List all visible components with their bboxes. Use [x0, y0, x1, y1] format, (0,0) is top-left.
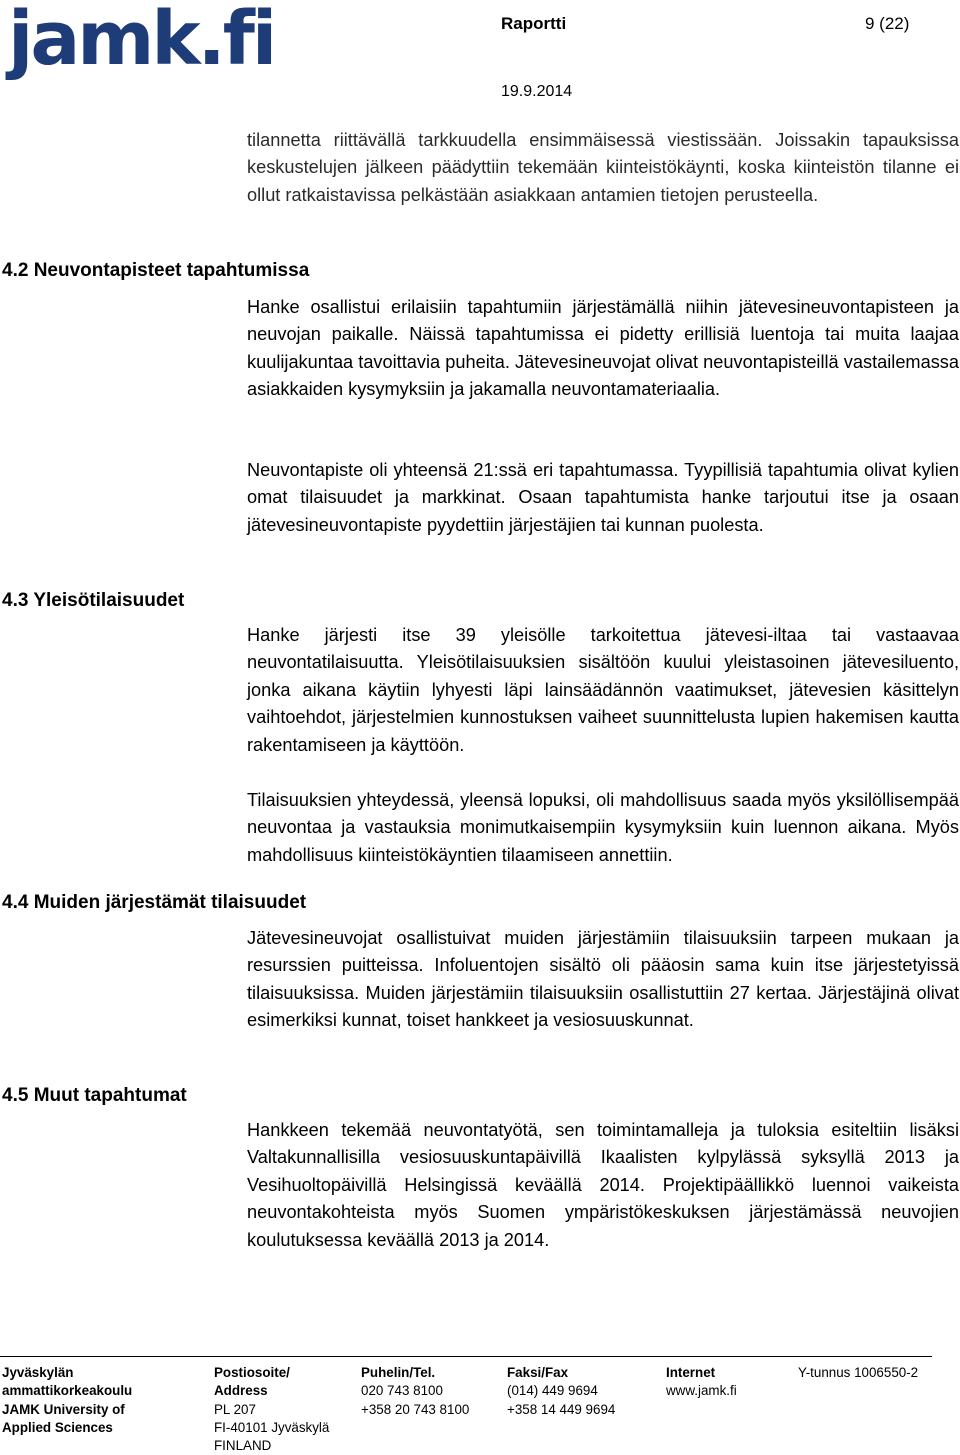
footer-phone-label: Puhelin/Tel. [361, 1365, 436, 1380]
footer-phone-number: +358 20 743 8100 [361, 1401, 470, 1417]
footer-business-id-text: Y-tunnus 1006550-2 [798, 1365, 919, 1380]
footer-fax-number: (014) 449 9694 [507, 1383, 598, 1399]
footer-business-id [798, 1364, 918, 1382]
intro-paragraph: tilannetta riittävällä tarkkuudella ensimmäisessä viestissään. Joissakin tapauksissa keskustelujen jälkeen päädyttiin tekemään kiinteistökäynti, koska kiinteistön tilanne ei ollut ratkaistavissa pelkästään asiakkaan antamien tietojen perusteella. [247, 130, 959, 205]
document-date: 19.9.2014 [501, 83, 573, 100]
footer-internet-label: Internet [666, 1365, 716, 1380]
section-4-4-paragraph-1: Jätevesineuvojat osallistuivat muiden järjestämiin tilaisuuksiin tarpeen mukaan ja resurssien puitteissa. Infoluentojen sisältö oli pääosin sama kuin itse järjestetyissä tilaisuuksissa. Muiden järjestämiin tilaisuuksiin osallistuttiin 27 kertaa. Järjestäjinä olivat esimerkiksi kunnat, toiset hankkeet ja vesiosuuskunnat. [247, 928, 959, 1031]
section-heading-4-3: 4.3 Yleisötilaisuudet [2, 590, 185, 611]
section-heading-4-2: 4.2 Neuvontapisteet tapahtumissa [2, 260, 310, 281]
page-number: 9 (22) [865, 14, 910, 33]
footer-org-line: Jyväskylän [2, 1365, 74, 1380]
footer-divider [0, 1356, 932, 1357]
document-type: Raportti [501, 14, 567, 33]
footer-fax [507, 1364, 615, 1419]
section-4-3-paragraph-2: Tilaisuuksien yhteydessä, yleensä lopuksi, oli mahdollisuus saada myös yksilöllisempää neuvontaa ja vastauksia monimutkaisempiin kysymyksiin kuin luennon aikana. Myös mahdollisuus kiinteistökäyntien tilaamiseen annettiin. [247, 790, 959, 865]
section-4-2-paragraph-2: Neuvontapiste oli yhteensä 21:ssä eri tapahtumassa. Tyypillisiä tapahtumia olivat kylien omat tilaisuudet ja markkinat. Osaan tapahtumista hanke tarjoutui itse ja osaan jätevesineuvontapiste pyydettiin järjestäjien tai kunnan puolesta. [247, 460, 959, 535]
section-heading-4-4: 4.4 Muiden järjestämät tilaisuudet [2, 892, 307, 913]
footer-address-label: Address [214, 1383, 268, 1399]
footer-org-line: JAMK University of [2, 1401, 125, 1417]
footer-org-line: Applied Sciences [2, 1419, 113, 1435]
footer-org-line: ammattikorkeakoulu [2, 1383, 133, 1399]
footer-fax-label: Faksi/Fax [507, 1365, 569, 1380]
footer-internet [666, 1364, 737, 1401]
footer-address-line: PL 207 [214, 1401, 256, 1417]
jamk-logo: jamk.fi [8, 0, 275, 82]
footer-address-line: FINLAND [214, 1438, 272, 1454]
footer-organization [2, 1364, 132, 1437]
footer-phone [361, 1364, 469, 1419]
footer-fax-number: +358 14 449 9694 [507, 1401, 616, 1417]
section-4-2-paragraph-1: Hanke osallistui erilaisiin tapahtumiin järjestämällä niihin jätevesineuvontapisteen ja neuvojan paikalle. Näissä tapahtumissa ei pidetty erillisiä luentoja tai muita laajaa kuulijakuntaa tavoittavia puheita. Jätevesineuvojat olivat neuvontapisteillä vastailemassa asiakkaiden kysymyksiin ja jakamalla neuvontamateriaalia. [247, 297, 959, 400]
section-heading-4-5: 4.5 Muut tapahtumat [2, 1085, 187, 1106]
section-4-5-paragraph-1: Hankkeen tekemää neuvontatyötä, sen toimintamalleja ja tuloksia esiteltiin lisäksi Valtakunnallisilla vesiosuuskuntapäivillä Ikaalisten kylpylässä syksyllä 2013 ja Vesihuoltopäivillä Helsingissä keväällä 2014. Projektipäällikkö luennoi vaikeista neuvontakohteista myös Suomen ympäristökeskuksen järjestämässä neuvojien koulutuksessa keväällä 2013 ja 2014. [247, 1120, 959, 1250]
footer-address [214, 1364, 329, 1455]
section-4-3-paragraph-1: Hanke järjesti itse 39 yleisölle tarkoitettua jätevesi-iltaa tai vastaavaa neuvontatilaisuutta. Yleisötilaisuuksien sisältöön kuului yleistasoinen jätevesiluento, jonka aikana käytiin lyhyesti läpi lainsäädännön vaatimukset, jätevesien käsittelyn vaihtoehdot, järjestelmien kunnostuksen vaiheet suunnittelusta lupien hakemisen kautta rakentamiseen ja käyttöön. [247, 625, 959, 755]
footer-phone-number: 020 743 8100 [361, 1383, 443, 1399]
footer-website-link[interactable]: www.jamk.fi [666, 1383, 737, 1399]
footer-address-label: Postiosoite/ [214, 1365, 290, 1380]
footer-address-line: FI-40101 Jyväskylä [214, 1419, 330, 1435]
